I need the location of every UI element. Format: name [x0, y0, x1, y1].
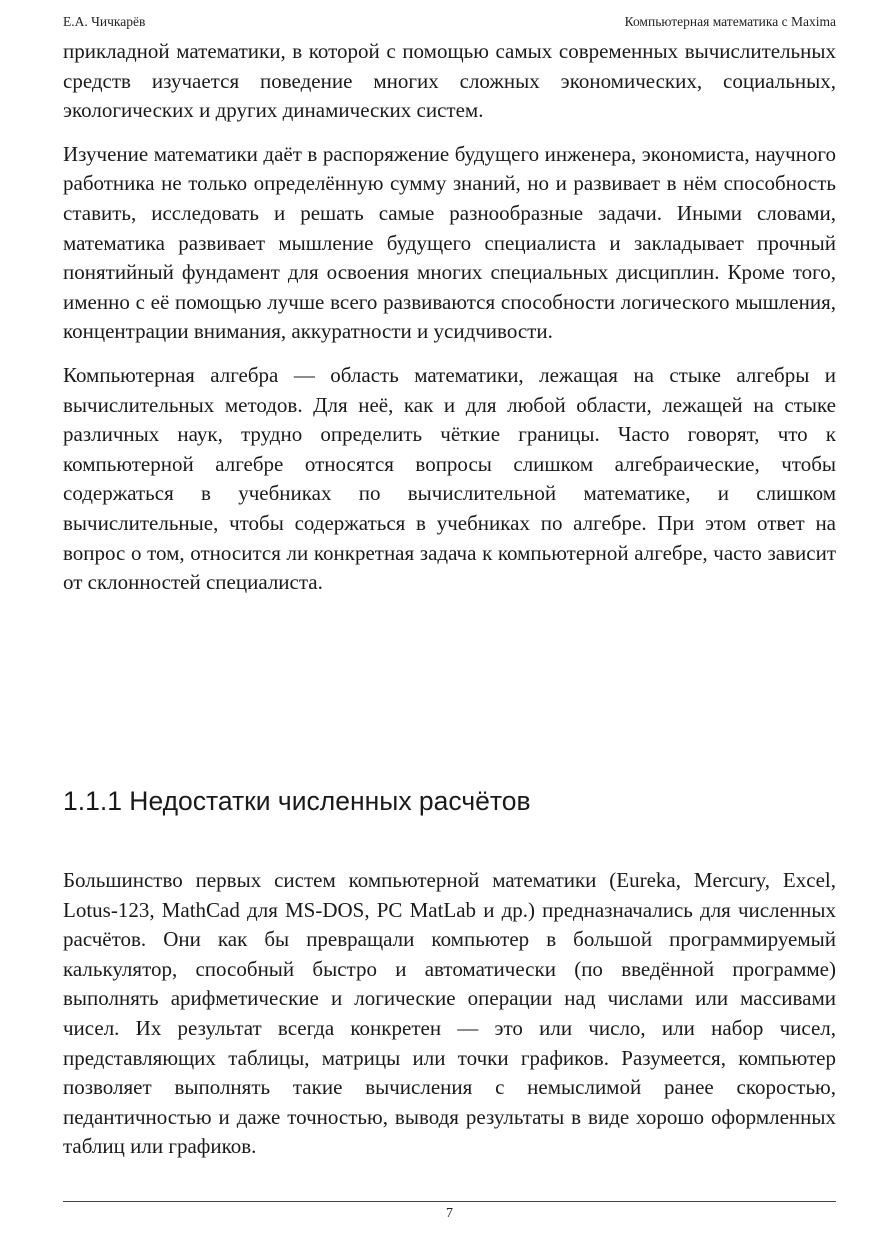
- paragraph-computer-algebra: Компьютерная алгебра — область математики, лежащая на стыке алгебры и вычислительных методов. Для неё, как и для любой области, лежащей на стыке различных наук, трудно определить чёткие границы. Часто говорят, что к компьютерной алгебре относятся вопросы слишком алгебраические, чтобы содержаться в учебниках по вычислительной математике, и слишком вычислительные, чтобы содержаться в учебниках по алгебре. При этом ответ на вопрос о том, относится ли конкретная задача к компьютерной алгебре, часто зависит от склонностей специалиста.: [63, 362, 836, 595]
- paragraph-applied-math: прикладной математики, в которой с помощью самых современных вычислительных средств изучается поведение многих сложных экономических, социальных, экологических и других динамических систем.: [63, 39, 836, 123]
- page-header: [63, 14, 836, 36]
- body-text: [63, 37, 836, 598]
- section-body: [63, 866, 836, 1162]
- page-number: 7: [446, 1206, 453, 1221]
- header-author: Е.А. Чичкарёв: [63, 14, 146, 29]
- section-heading: 1.1.1 Недостатки численных расчётов: [63, 786, 531, 816]
- paragraph-numeric-systems: Большинство первых систем компьютерной математики (Eureka, Mercury, Excel, Lotus-123, MathCad для MS-DOS, PC MatLab и др.) предназначались для численных расчётов. Они как бы превращали компьютер в большой программируемый калькулятор, способный быстро и автоматически (по введённой программе) выполнять арифметические и логические операции над числами или массивами чисел. Их результат всегда конкретен — это или число, или набор чисел, представляющих таблицы, матрицы или точки графиков. Разумеется, компьютер позволяет выполнять такие вычисления с немыслимой ранее скоростью, педантичностью и даже точностью, выводя результаты в виде хорошо оформленных таблиц или графиков.: [63, 868, 836, 1159]
- header-book-title: Компьютерная математика с Maxima: [624, 14, 836, 29]
- paragraph-studying-math: Изучение математики даёт в распоряжение будущего инженера, экономиста, научного работника не только определённую сумму знаний, но и развивает в нём способность ставить, исследовать и решать самые разнообразные задачи. Иными словами, математика развивает мышление будущего специалиста и закладывает прочный понятийный фундамент для освоения многих специальных дисциплин. Кроме того, именно с её помощью лучше всего развиваются способности логического мышления, концентрации внимания, аккуратности и усидчивости.: [63, 141, 836, 344]
- footer-divider: [63, 1201, 836, 1202]
